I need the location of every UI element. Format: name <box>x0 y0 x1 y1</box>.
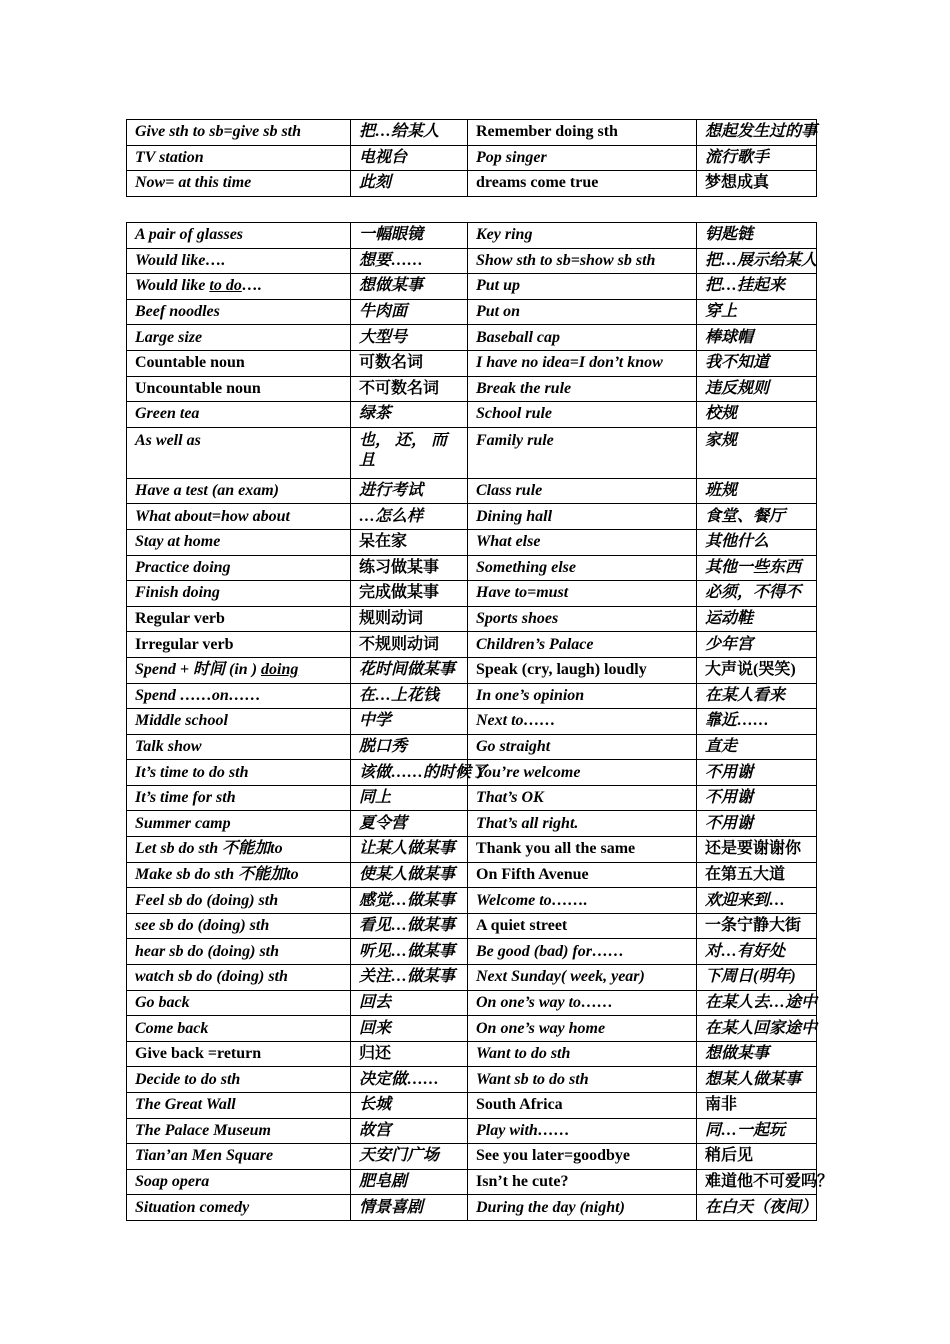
table-row <box>127 888 817 914</box>
chinese-meaning-cell: 想起发生过的事 <box>697 120 817 146</box>
chinese-meaning-cell: 决定做…… <box>351 1067 468 1093</box>
english-phrase-cell: Sports shoes <box>468 606 697 632</box>
english-phrase-cell: Feel sb do (doing) sth <box>127 888 351 914</box>
chinese-meaning-cell: 靠近…… <box>697 709 817 735</box>
english-phrase-cell: dreams come true <box>468 171 697 197</box>
english-phrase-cell: On one’s way home <box>468 1016 697 1042</box>
english-phrase-cell: Soap opera <box>127 1169 351 1195</box>
chinese-meaning-cell: 绿茶 <box>351 402 468 428</box>
table-row <box>127 1169 817 1195</box>
chinese-meaning-cell: 呆在家 <box>351 529 468 555</box>
table-row <box>127 965 817 991</box>
vocab-table-2-body <box>127 223 834 1221</box>
english-phrase-cell: Key ring <box>468 223 697 249</box>
english-phrase-cell: watch sb do (doing) sth <box>127 965 351 991</box>
english-phrase-cell: What about=how about <box>127 504 351 530</box>
table-row <box>127 145 817 171</box>
chinese-meaning-cell: 回去 <box>351 990 468 1016</box>
english-phrase-cell: Children’s Palace <box>468 632 697 658</box>
chinese-meaning-cell: 不用谢 <box>697 760 817 786</box>
english-phrase-cell: Something else <box>468 555 697 581</box>
chinese-meaning-cell: 我不知道 <box>697 350 817 376</box>
table-row <box>127 171 817 197</box>
english-phrase-cell: Play with…… <box>468 1118 697 1144</box>
chinese-meaning-cell: 少年宫 <box>697 632 817 658</box>
chinese-meaning-cell: 其他什么 <box>697 529 817 555</box>
chinese-meaning-cell: 梦想成真 <box>697 171 817 197</box>
english-phrase-cell: Stay at home <box>127 529 351 555</box>
chinese-meaning-cell: 天安门广场 <box>351 1144 468 1170</box>
english-phrase-cell: Uncountable noun <box>127 376 351 402</box>
chinese-meaning-cell: 夏令营 <box>351 811 468 837</box>
english-phrase-cell: Make sb do sth 不能加to <box>127 862 351 888</box>
table-row <box>127 606 817 632</box>
english-phrase-cell: Regular verb <box>127 606 351 632</box>
chinese-meaning-cell: 也， 还， 而且 <box>351 427 468 478</box>
english-phrase-cell: You’re welcome <box>468 760 697 786</box>
table-row <box>127 913 817 939</box>
table-row <box>127 1041 817 1067</box>
chinese-meaning-cell: 一幅眼镜 <box>351 223 468 249</box>
chinese-meaning-cell: 流行歌手 <box>697 145 817 171</box>
chinese-meaning-cell: 看见…做某事 <box>351 913 468 939</box>
english-phrase-cell: Spend ……on…… <box>127 683 351 709</box>
english-phrase-cell: School rule <box>468 402 697 428</box>
vocab-table-2 <box>126 222 834 1221</box>
english-phrase-cell: Show sth to sb=show sb sth <box>468 248 697 274</box>
english-phrase-cell: On one’s way to…… <box>468 990 697 1016</box>
chinese-meaning-cell: 在某人看来 <box>697 683 817 709</box>
english-phrase-cell: Break the rule <box>468 376 697 402</box>
english-phrase-cell <box>127 657 351 683</box>
chinese-meaning-cell: 把…展示给某人 <box>697 248 817 274</box>
phrase-text: Spend + 时间 (in ) <box>135 661 262 679</box>
table-row <box>127 427 817 478</box>
english-phrase-cell: Come back <box>127 1016 351 1042</box>
chinese-meaning-cell: 必须，不得不 <box>697 581 817 607</box>
english-phrase-cell: Next to…… <box>468 709 697 735</box>
english-phrase-cell: Put on <box>468 299 697 325</box>
table-row <box>127 248 817 274</box>
chinese-meaning-cell: 运动鞋 <box>697 606 817 632</box>
chinese-meaning-cell: 想做某事 <box>697 1041 817 1067</box>
chinese-meaning-cell: 进行考试 <box>351 478 468 504</box>
chinese-meaning-cell: 校规 <box>697 402 817 428</box>
chinese-meaning-cell: 同…一起玩 <box>697 1118 817 1144</box>
english-phrase-cell: Family rule <box>468 427 697 478</box>
chinese-meaning-cell: 稍后见 <box>697 1144 817 1170</box>
english-phrase-cell: see sb do (doing) sth <box>127 913 351 939</box>
chinese-meaning-cell: 规则动词 <box>351 606 468 632</box>
chinese-meaning-cell: 该做……的时候了 <box>351 760 468 786</box>
english-phrase-cell: Decide to do sth <box>127 1067 351 1093</box>
table-row <box>127 734 817 760</box>
vocab-table-1 <box>126 119 817 197</box>
vocab-table-1-body <box>127 120 817 197</box>
chinese-meaning-cell: 情景喜剧 <box>351 1195 468 1221</box>
english-phrase-cell: Thank you all the same <box>468 837 697 863</box>
english-phrase-cell: South Africa <box>468 1093 697 1119</box>
chinese-meaning-cell: 食堂、餐厅 <box>697 504 817 530</box>
chinese-meaning-cell: 在某人回家途中 <box>697 1016 817 1042</box>
english-phrase-cell: Speak (cry, laugh) loudly <box>468 657 697 683</box>
english-phrase-cell: hear sb do (doing) sth <box>127 939 351 965</box>
english-phrase-cell: Let sb do sth 不能加to <box>127 837 351 863</box>
english-phrase-cell: Remember doing sth <box>468 120 697 146</box>
english-phrase-cell: In one’s opinion <box>468 683 697 709</box>
table-row <box>127 862 817 888</box>
chinese-meaning-cell: 还是要谢谢你 <box>697 837 817 863</box>
chinese-meaning-cell: 电视台 <box>351 145 468 171</box>
chinese-meaning-cell: 可数名词 <box>351 350 468 376</box>
chinese-meaning-cell: 下周日(明年) <box>697 965 817 991</box>
table-row <box>127 632 817 658</box>
english-phrase-cell: Isn’t he cute? <box>468 1169 697 1195</box>
chinese-meaning-cell: 在某人去…途中 <box>697 990 817 1016</box>
table-row <box>127 709 817 735</box>
chinese-meaning-cell: …怎么样 <box>351 504 468 530</box>
chinese-meaning-cell: 此刻 <box>351 171 468 197</box>
chinese-meaning-cell: 长城 <box>351 1093 468 1119</box>
chinese-meaning-cell: 想做某事 <box>351 274 468 300</box>
table-row <box>127 990 817 1016</box>
table-row <box>127 376 817 402</box>
english-phrase-cell: Want to do sth <box>468 1041 697 1067</box>
chinese-meaning-cell: 关注…做某事 <box>351 965 468 991</box>
table-row <box>127 1118 817 1144</box>
table-row <box>127 837 817 863</box>
table-row <box>127 1016 817 1042</box>
english-phrase-cell: The Great Wall <box>127 1093 351 1119</box>
table-row <box>127 1067 817 1093</box>
english-phrase-cell: Talk show <box>127 734 351 760</box>
chinese-meaning-cell: 欢迎来到… <box>697 888 817 914</box>
table-row <box>127 350 817 376</box>
english-phrase-cell <box>127 274 351 300</box>
table-row <box>127 785 817 811</box>
chinese-meaning-cell: 不规则动词 <box>351 632 468 658</box>
table-row <box>127 1093 817 1119</box>
table-row <box>127 760 817 786</box>
underlined-phrase: doing <box>261 661 299 679</box>
english-phrase-cell: Be good (bad) for…… <box>468 939 697 965</box>
english-phrase-cell: What else <box>468 529 697 555</box>
english-phrase-cell: As well as <box>127 427 351 478</box>
english-phrase-cell: Would like…. <box>127 248 351 274</box>
english-phrase-cell: Welcome to……. <box>468 888 697 914</box>
chinese-meaning-cell: 大型号 <box>351 325 468 351</box>
english-phrase-cell: Middle school <box>127 709 351 735</box>
table-row <box>127 1144 817 1170</box>
chinese-meaning-cell: 故宫 <box>351 1118 468 1144</box>
table-row <box>127 478 817 504</box>
english-phrase-cell: Give back =return <box>127 1041 351 1067</box>
chinese-meaning-cell: 同上 <box>351 785 468 811</box>
english-phrase-cell: During the day (night) <box>468 1195 697 1221</box>
english-phrase-cell: A pair of glasses <box>127 223 351 249</box>
table-row <box>127 1195 817 1221</box>
chinese-meaning-cell: 把…给某人 <box>351 120 468 146</box>
chinese-meaning-cell: 难道他不可爱吗？ <box>697 1169 817 1195</box>
english-phrase-cell: TV station <box>127 145 351 171</box>
english-phrase-cell: Pop singer <box>468 145 697 171</box>
english-phrase-cell: Tian’an Men Square <box>127 1144 351 1170</box>
table-row <box>127 939 817 965</box>
chinese-meaning-cell: 钥匙链 <box>697 223 817 249</box>
english-phrase-cell: Dining hall <box>468 504 697 530</box>
chinese-meaning-cell: 归还 <box>351 1041 468 1067</box>
chinese-meaning-cell: 南非 <box>697 1093 817 1119</box>
chinese-meaning-cell: 不可数名词 <box>351 376 468 402</box>
table-row <box>127 402 817 428</box>
chinese-meaning-cell: 班规 <box>697 478 817 504</box>
chinese-meaning-cell: 不用谢 <box>697 811 817 837</box>
english-phrase-cell: Baseball cap <box>468 325 697 351</box>
phrase-text: …. <box>241 277 262 295</box>
chinese-meaning-cell: 不用谢 <box>697 785 817 811</box>
english-phrase-cell: See you later=goodbye <box>468 1144 697 1170</box>
english-phrase-cell: Irregular verb <box>127 632 351 658</box>
chinese-meaning-cell: 完成做某事 <box>351 581 468 607</box>
table-row <box>127 811 817 837</box>
chinese-meaning-cell: 花时间做某事 <box>351 657 468 683</box>
english-phrase-cell: I have no idea=I don’t know <box>468 350 697 376</box>
chinese-meaning-cell: 想要…… <box>351 248 468 274</box>
chinese-meaning-cell: 脱口秀 <box>351 734 468 760</box>
english-phrase-cell: That’s OK <box>468 785 697 811</box>
underlined-phrase: to do <box>209 277 242 295</box>
english-phrase-cell: Want sb to do sth <box>468 1067 697 1093</box>
table-row <box>127 657 817 683</box>
chinese-meaning-cell: 其他一些东西 <box>697 555 817 581</box>
chinese-meaning-cell: 家规 <box>697 427 817 478</box>
english-phrase-cell: Beef noodles <box>127 299 351 325</box>
chinese-meaning-cell: 牛肉面 <box>351 299 468 325</box>
table-row <box>127 299 817 325</box>
table-row <box>127 223 817 249</box>
chinese-meaning-cell: 想某人做某事 <box>697 1067 817 1093</box>
english-phrase-cell: Practice doing <box>127 555 351 581</box>
english-phrase-cell: Summer camp <box>127 811 351 837</box>
phrase-text: Would like <box>135 277 210 295</box>
chinese-meaning-cell: 在…上花钱 <box>351 683 468 709</box>
chinese-meaning-cell: 听见…做某事 <box>351 939 468 965</box>
table-row <box>127 581 817 607</box>
english-phrase-cell: Large size <box>127 325 351 351</box>
english-phrase-cell: It’s time for sth <box>127 785 351 811</box>
chinese-meaning-cell: 在白天（夜间） <box>697 1195 817 1221</box>
english-phrase-cell: Now= at this time <box>127 171 351 197</box>
chinese-meaning-cell: 对…有好处 <box>697 939 817 965</box>
english-phrase-cell: A quiet street <box>468 913 697 939</box>
chinese-meaning-cell: 大声说(哭笑) <box>697 657 817 683</box>
english-phrase-cell: Put up <box>468 274 697 300</box>
english-phrase-cell: Have a test (an exam) <box>127 478 351 504</box>
table-row <box>127 120 817 146</box>
chinese-meaning-cell: 直走 <box>697 734 817 760</box>
english-phrase-cell: Go back <box>127 990 351 1016</box>
table-row <box>127 683 817 709</box>
english-phrase-cell: Countable noun <box>127 350 351 376</box>
chinese-meaning-cell: 回来 <box>351 1016 468 1042</box>
table-row <box>127 504 817 530</box>
table-row <box>127 555 817 581</box>
english-phrase-cell: Class rule <box>468 478 697 504</box>
english-phrase-cell: The Palace Museum <box>127 1118 351 1144</box>
chinese-meaning-cell: 棒球帽 <box>697 325 817 351</box>
english-phrase-cell: Situation comedy <box>127 1195 351 1221</box>
chinese-meaning-cell: 违反规则 <box>697 376 817 402</box>
chinese-meaning-cell: 感觉…做某事 <box>351 888 468 914</box>
english-phrase-cell: Next Sunday( week, year) <box>468 965 697 991</box>
english-phrase-cell: Green tea <box>127 402 351 428</box>
table-row <box>127 529 817 555</box>
chinese-meaning-cell: 中学 <box>351 709 468 735</box>
english-phrase-cell: Go straight <box>468 734 697 760</box>
table-row <box>127 325 817 351</box>
chinese-meaning-cell: 练习做某事 <box>351 555 468 581</box>
english-phrase-cell: That’s all right. <box>468 811 697 837</box>
chinese-meaning-cell: 把…挂起来 <box>697 274 817 300</box>
chinese-meaning-cell: 肥皂剧 <box>351 1169 468 1195</box>
chinese-meaning-cell: 使某人做某事 <box>351 862 468 888</box>
english-phrase-cell: Have to=must <box>468 581 697 607</box>
chinese-meaning-cell: 一条宁静大街 <box>697 913 817 939</box>
chinese-meaning-cell: 在第五大道 <box>697 862 817 888</box>
english-phrase-cell: Give sth to sb=give sb sth <box>127 120 351 146</box>
chinese-meaning-cell: 穿上 <box>697 299 817 325</box>
english-phrase-cell: Finish doing <box>127 581 351 607</box>
english-phrase-cell: It’s time to do sth <box>127 760 351 786</box>
chinese-meaning-cell: 让某人做某事 <box>351 837 468 863</box>
english-phrase-cell: On Fifth Avenue <box>468 862 697 888</box>
table-row <box>127 274 817 300</box>
